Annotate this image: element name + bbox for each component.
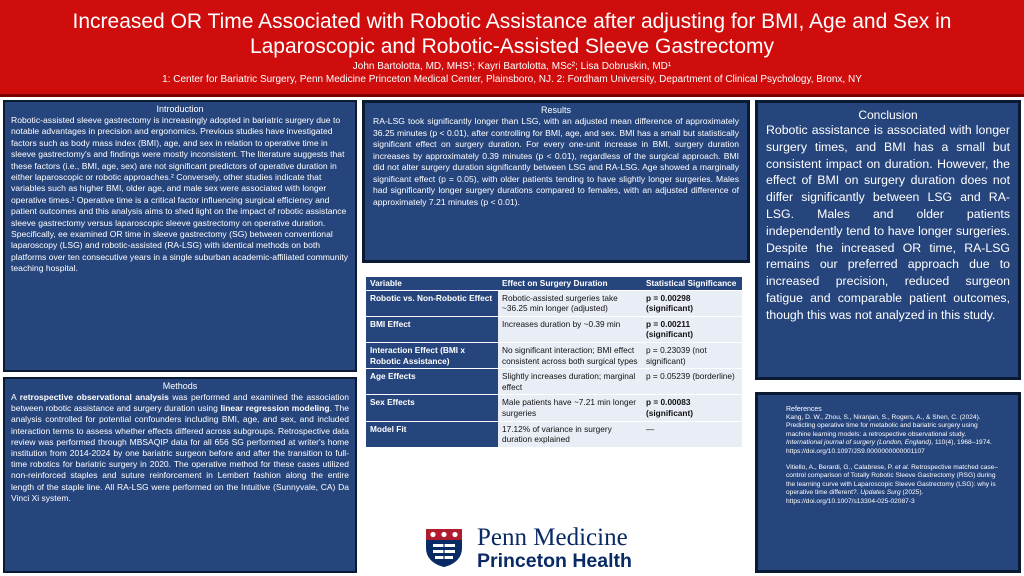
table-cell-significance: p = 0.05239 (borderline) (642, 369, 742, 395)
methods-body (5, 392, 355, 504)
methods-text: A (11, 392, 20, 402)
reference-text: Vitiello, A., Berardi, G., Calabrese, P. (786, 464, 895, 472)
reference-text: Kang, D. W., Zhou, S., Niranjan, S., Rogers, A., & Shen, C. (2024). Predicting operative time for metabolic and bariatric surgery using machine learning models: a retrospective observational study. (786, 414, 981, 438)
reference-text: , 110(4), 1968–1974. https://doi.org/10.1097/JS9.0000000000001107 (786, 439, 992, 455)
table-cell-effect: Male patients have ~7.21 min longer surgeries (498, 395, 642, 421)
logo-line-2: Princeton Health (477, 550, 632, 572)
references-heading: References (786, 406, 822, 413)
penn-shield-icon (425, 528, 463, 568)
table-cell-variable: Model Fit (366, 421, 498, 447)
table-cell-effect: Robotic-assisted surgeries take ~36.25 min longer (adjusted) (498, 290, 642, 316)
methods-heading: Methods (162, 381, 198, 391)
authors: John Bartolotta, MD, MHS¹; Kayri Bartolotta, MSc²; Lisa Dobruskin, MD¹ (352, 61, 672, 72)
results-body: RA-LSG took significantly longer than LSG, with an adjusted mean difference of approximately 36.25 minutes (p < 0.01), after controlling for BMI, age, and sex. BMI has a small but statistically significant effect on surgery duration. For every one-unit increase in BMI, surgery duration increases by approximately 0.39 minutes (p < 0.01), regardless of the surgical approach. BMI did not alter surgery duration significantly between LSG and RA-LSG. Age showed a marginally significant effect (p = 0.05), with older patients tending to have slightly longer surgeries. Males had significantly longer surgery durations compared to females, with an adjusted difference of approximately 7.21 minutes (p < 0.01). (373, 116, 739, 207)
logo-line-1: Penn Medicine (477, 524, 628, 551)
table-cell-variable: BMI Effect (366, 316, 498, 342)
methods-text: . The analysis controlled for potential confounders including BMI, age, and sex, and included interaction terms to assess whether effects differed across subgroups. Retrospective data review was performed through MBSAQIP data for all 656 SG performed at writer's home institution from 2014-2024 by one bariatric surgeon before and after the transition to full-time robotics for bariatric surgery in 2020. The operative method for these cases utilized non-reinforced staples and suture reinforcement in Lembert fashion along the entire length of the staple line. All RA-LSG were performed on the Intuitive (Sunnyvale, CA) Da Vinci Xi system. (11, 403, 350, 503)
table-cell-variable: Robotic vs. Non-Robotic Effect (366, 290, 498, 316)
table-cell-effect: Increases duration by ~0.39 min (498, 316, 642, 342)
reference-journal: International journal of surgery (London, England) (786, 439, 932, 447)
conclusion-panel (755, 100, 1021, 380)
references-panel (755, 392, 1021, 573)
title-banner (0, 0, 1024, 97)
table-header: Effect on Surgery Duration (498, 277, 642, 290)
conclusion-body: Robotic assistance is associated with longer surgery times, and BMI has a small but consistent impact on duration. However, the effect of BMI on surgery duration does not differ significantly between LSG and RA-LSG. Males and older patients independently tend to have longer surgeries. Despite the increased OR time, RA-LSG remains our preferred approach due to increased precision, reduced surgeon fatigue and comparable patient outcomes, though this was not analyzed in this study. (766, 123, 1010, 322)
conclusion-heading: Conclusion (858, 108, 918, 122)
methods-text: was performed and examined the association between robotic assistance and surgery duration using (11, 392, 349, 414)
table-cell-variable: Age Effects (366, 369, 498, 395)
results-panel (362, 100, 750, 263)
table-row (366, 421, 742, 447)
table-header: Statistical Significance (642, 277, 742, 290)
table-cell-significance: — (642, 421, 742, 447)
introduction-body: Robotic-assisted sleeve gastrectomy is increasingly adopted in bariatric surgery due to notable advantages in precision and ergonomics. Previous studies have investigated factors such as body mass index (BMI), age, and sex in relation to operative time in sleeve gastrectomy's and findings were mostly inconsistent. The literature suggests that these factors (i.e., BMI, age, sex) are not significant predictors of operative duration in either laparoscopic or robotic approaches.² Conversely, other studies indicate that variables such as higher BMI, older age, and male sex were associated with longer operative times.¹ Operative time is a critical factor influencing surgical efficiency and patient outcomes and this analysis aims to shed light on the impact of robotic assistance sleeve gastrectomy versus laparoscopic sleeve gastrectomy on operative duration. Specifically, ee examined OR time in sleeve gastrectomy (SG) between conventional laparoscopy (LSG) and robotic-assisted (RA-LSG) with identical methods on both platforms over ten consecutive years in a single suburban academic-affiliated community teaching hospital. (11, 115, 349, 274)
penn-medicine-logo (425, 524, 755, 572)
table-row (366, 369, 742, 395)
poster-title: Increased OR Time Associated with Robotic Assistance after adjusting for BMI, Age and Sex in Laparoscopic and Robotic-Assisted Sleeve Gastrectomy (72, 10, 952, 58)
references-list (758, 414, 1018, 506)
results-table (366, 277, 742, 448)
table-cell-variable: Interaction Effect (BMI x Robotic Assistance) (366, 342, 498, 368)
reference-journal: Updates Surg (860, 489, 901, 497)
table-cell-variable: Sex Effects (366, 395, 498, 421)
table-cell-effect: 17.12% of variance in surgery duration explained (498, 421, 642, 447)
table-cell-effect: Slightly increases duration; marginal effect (498, 369, 642, 395)
introduction-panel (3, 100, 357, 372)
reference-item (786, 464, 1002, 506)
methods-emphasis: linear regression modeling (220, 403, 330, 414)
table-cell-significance: p = 0.00211 (significant) (642, 316, 742, 342)
methods-panel (3, 377, 357, 573)
results-heading: Results (540, 105, 571, 115)
reference-text: (2025). https://doi.org/10.1007/s13304-025-02087-3 (786, 489, 924, 505)
table-row (366, 342, 742, 368)
table-cell-effect: No significant interaction; BMI effect consistent across both surgical types (498, 342, 642, 368)
table-cell-significance: p = 0.23039 (not significant) (642, 342, 742, 368)
reference-text: Retrospective matched case–control comparison of Totally Robotic Sleeve Gastrectomy (RSG) during the learning curve with Laparoscopic Sleeve Gastrectomy (LSG): why is operative time different?. (786, 464, 998, 497)
table-header-row (366, 277, 742, 290)
table-cell-significance: p = 0.00298 (significant) (642, 290, 742, 316)
reference-etal: et al. (894, 464, 910, 472)
introduction-heading: Introduction (156, 104, 204, 114)
table-header: Variable (366, 277, 498, 290)
table-row (366, 316, 742, 342)
table-row (366, 395, 742, 421)
methods-emphasis: retrospective observational analysis (19, 392, 169, 402)
affiliations: 1: Center for Bariatric Surgery, Penn Medicine Princeton Medical Center, Plainsboro, NJ. 2: Fordham University, Department of Clinical Psychology, Bronx, NY (162, 74, 862, 85)
table-cell-significance: p = 0.00083 (significant) (642, 395, 742, 421)
reference-item (786, 414, 1002, 456)
table-row (366, 290, 742, 316)
